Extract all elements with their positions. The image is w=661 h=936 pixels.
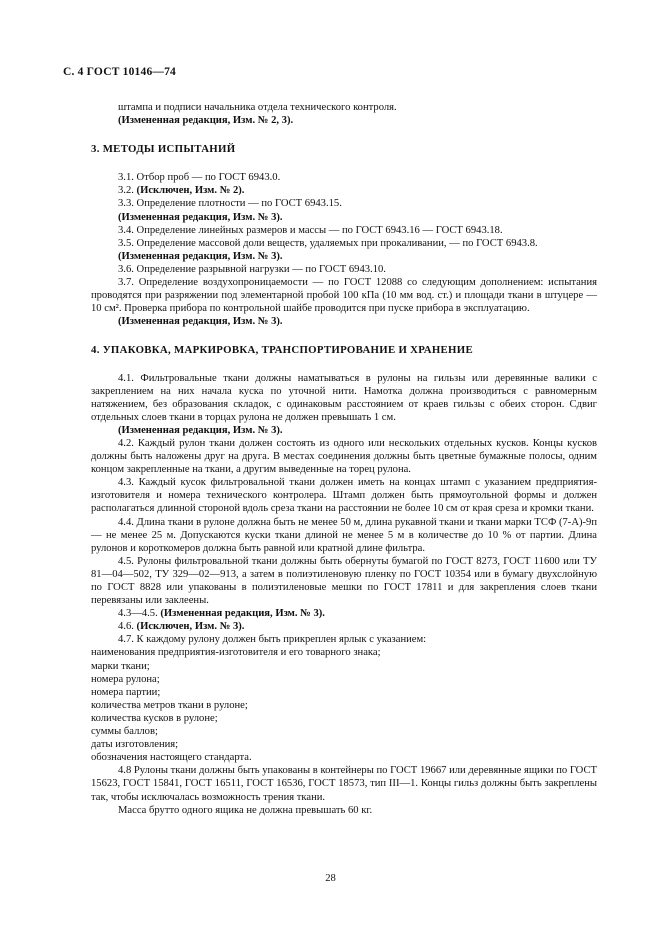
intro-text: штампа и подписи начальника отдела технического контроля. xyxy=(118,102,397,113)
clause-4-6 xyxy=(91,620,597,633)
page-header: С. 4 ГОСТ 10146—74 xyxy=(63,66,176,78)
clause-4-3-4-5-edit-note xyxy=(91,607,597,620)
page-number: 28 xyxy=(325,873,336,884)
clause-3-7: 3.7. Определение воздухопроницаемости — по ГОСТ 12088 со следующим дополнением: испытания проводятся при разряжении под элементарной пробой 100 кПа (10 мм вод. ст.) и площади ткани в штуцере — 10 см². Проверка прибора по контрольной шайбе проводится при пуске прибора в эксплуатацию. xyxy=(91,277,597,315)
label-item: обозначения настоящего стандарта. xyxy=(91,752,252,764)
label-item: наименования предприятия-изготовителя и его товарного знака; xyxy=(91,647,381,659)
clause-4-2: 4.2. Каждый рулон ткани должен состоять из одного или нескольких отдельных кусков. Концы кусков должны быть наложены друг на друга. В местах соединения должны быть цветные бумажные полосы, одним концом закрепленные на ткани, а другим выведенные на торец рулона. xyxy=(91,437,597,476)
label-item: даты изготовления; xyxy=(91,739,179,751)
clause-4-8-mass: Масса брутто одного ящика не должна превышать 60 кг. xyxy=(118,804,373,816)
edit-note-range: 4.3—4.5. xyxy=(118,608,158,620)
clause-4-1: 4.1. Фильтровальные ткани должны наматываться в рулоны на гильзы или деревянные валики с закреплением на них начала куска по уточной нити. Намотка должна производиться с равномерным натяжением, без образования складок, с одинаковым расстоянием от краев гильзы с обеих сторон. Сдвиг отдельных слоев ткани в торцах рулона не должен превышать 1 см. xyxy=(91,372,597,423)
label-item: номера рулона; xyxy=(91,673,160,685)
clause-4-1-edit-note: (Измененная редакция, Изм. № 3). xyxy=(118,424,283,436)
clause-4-7: 4.7. К каждому рулону должен быть прикреплен ярлык с указанием: xyxy=(118,634,427,646)
clause-3-1: 3.1. Отбор проб — по ГОСТ 6943.0. xyxy=(118,172,281,184)
clause-4-6-note: (Исключен, Изм. № 3). xyxy=(136,621,245,633)
clause-4-4: 4.4. Длина ткани в рулоне должна быть не менее 50 м, длина рукавной ткани и ткани марки ТСФ (7-А)-9п — не менее 25 м. Допускаются куски ткани длиной не менее 5 м в количестве до 10 % от партии. Длина рулонов и короткомеров должна быть равной или кратной длине фильтра. xyxy=(91,516,597,554)
clause-4-3: 4.3. Каждый кусок фильтровальной ткани должен иметь на концах штамп с указанием предприятия-изготовителя и номера технического контролера. Штамп должен быть прямоугольной формы и должен располагаться длинной стороной вдоль среза ткани на расстоянии не более 10 см от края среза и кромки ткани. xyxy=(91,477,597,515)
body-text xyxy=(91,101,597,817)
clause-3-5-edit-note: (Измененная редакция, Изм. № 3). xyxy=(118,250,283,262)
section-3-heading: 3. МЕТОДЫ ИСПЫТАНИЙ xyxy=(91,143,236,156)
label-item: суммы баллов; xyxy=(91,726,158,738)
section-4-heading: 4. УПАКОВКА, МАРКИРОВКА, ТРАНСПОРТИРОВАНИЕ И ХРАНЕНИЕ xyxy=(91,344,473,357)
clause-3-2 xyxy=(91,184,597,197)
clause-3-3-edit-note: (Измененная редакция, Изм. № 3). xyxy=(118,211,283,223)
clause-3-2-number: 3.2. xyxy=(118,185,134,197)
label-item: количества кусков в рулоне; xyxy=(91,712,218,724)
clause-3-3: 3.3. Определение плотности — по ГОСТ 6943.15. xyxy=(118,198,342,210)
clause-3-4: 3.4. Определение линейных размеров и массы — по ГОСТ 6943.16 — ГОСТ 6943.18. xyxy=(118,224,503,236)
edit-note-text: (Измененная редакция, Изм. № 3). xyxy=(160,608,325,620)
clause-4-8: 4.8 Рулоны ткани должны быть упакованы в контейнеры по ГОСТ 19667 или деревянные ящики по ГОСТ 15623, ГОСТ 15841, ГОСТ 16511, ГОСТ 16536, ГОСТ 18573, тип III—1. Концы гильз должны быть закреплены так, чтобы исключалась возможность трения ткани. xyxy=(91,765,597,803)
clause-4-6-number: 4.6. xyxy=(118,621,134,633)
label-item: марки ткани; xyxy=(91,660,150,672)
clause-3-7-edit-note: (Измененная редакция, Изм. № 3). xyxy=(118,316,283,328)
clause-3-2-note: (Исключен, Изм. № 2). xyxy=(136,185,245,197)
clause-3-6: 3.6. Определение разрывной нагрузки — по ГОСТ 6943.10. xyxy=(118,263,386,275)
clause-3-5: 3.5. Определение массовой доли веществ, удаляемых при прокаливании, — по ГОСТ 6943.8. xyxy=(118,237,538,249)
intro-edit-note: (Измененная редакция, Изм. № 2, 3). xyxy=(118,115,294,127)
label-item: номера партии; xyxy=(91,686,161,698)
label-item: количества метров ткани в рулоне; xyxy=(91,699,248,711)
clause-4-5: 4.5. Рулоны фильтровальной ткани должны быть обернуты бумагой по ГОСТ 8273, ГОСТ 11600 или ТУ 81—04—502, ТУ 329—02—913, а затем в полиэтиленовую пленку по ГОСТ 10354 или в бумагу двухслойную по ГОСТ 8828 или упакованы в полиэтиленовые мешки по ГОСТ 17811 и для закрепления слоев ткани перевязаны или заклеены. xyxy=(91,555,597,607)
